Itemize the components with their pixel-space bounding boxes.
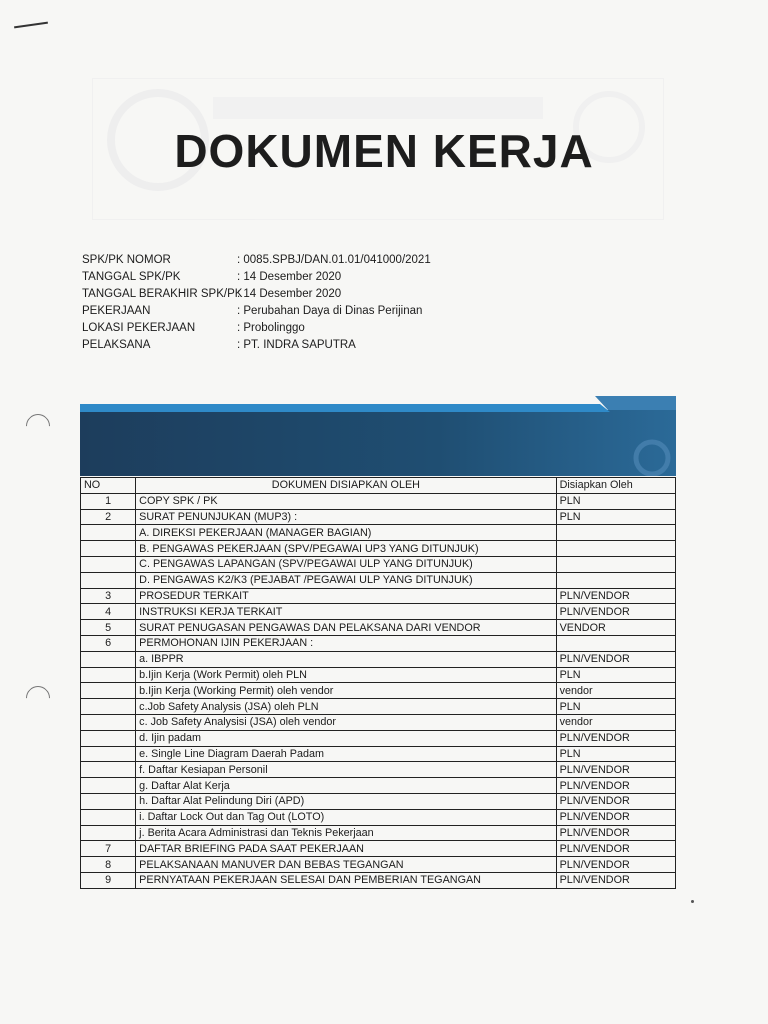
cell-prepared-by: PLN/VENDOR <box>556 604 675 620</box>
cell-no <box>81 778 136 794</box>
cell-document: f. Daftar Kesiapan Personil <box>136 762 556 778</box>
cell-no <box>81 730 136 746</box>
cell-no <box>81 556 136 572</box>
meta-row <box>82 252 431 269</box>
cell-no: 8 <box>81 857 136 873</box>
meta-value: : Probolinggo <box>237 322 305 334</box>
cell-document: i. Daftar Lock Out dan Tag Out (LOTO) <box>136 809 556 825</box>
header-no: NO <box>81 478 136 494</box>
cell-prepared-by <box>556 635 675 651</box>
cell-document: SURAT PENUNJUKAN (MUP3) : <box>136 509 556 525</box>
cell-prepared-by: PLN <box>556 699 675 715</box>
table-row <box>81 541 676 557</box>
cell-no <box>81 541 136 557</box>
cell-prepared-by: PLN/VENDOR <box>556 793 675 809</box>
cell-document: c. Job Safety Analysisi (JSA) oleh vendor <box>136 714 556 730</box>
cell-document: j. Berita Acara Administrasi dan Teknis Pekerjaan <box>136 825 556 841</box>
cell-prepared-by: VENDOR <box>556 620 675 636</box>
cell-document: D. PENGAWAS K2/K3 (PEJABAT /PEGAWAI ULP YANG DITUNJUK) <box>136 572 556 588</box>
table-row <box>81 493 676 509</box>
meta-row <box>82 303 431 320</box>
meta-value: : PT. INDRA SAPUTRA <box>237 339 356 351</box>
cell-prepared-by: PLN/VENDOR <box>556 588 675 604</box>
meta-label: PEKERJAAN <box>82 305 151 317</box>
cell-no <box>81 667 136 683</box>
meta-row <box>82 320 431 337</box>
table-row <box>81 525 676 541</box>
cell-document: h. Daftar Alat Pelindung Diri (APD) <box>136 793 556 809</box>
cell-no: 6 <box>81 635 136 651</box>
cell-no: 2 <box>81 509 136 525</box>
cell-no: 3 <box>81 588 136 604</box>
cell-prepared-by: PLN/VENDOR <box>556 730 675 746</box>
cell-no <box>81 762 136 778</box>
table-row <box>81 809 676 825</box>
cell-document: PROSEDUR TERKAIT <box>136 588 556 604</box>
cell-document: b.Ijin Kerja (Working Permit) oleh vendor <box>136 683 556 699</box>
table-row <box>81 793 676 809</box>
cell-document: INSTRUKSI KERJA TERKAIT <box>136 604 556 620</box>
cell-prepared-by <box>556 572 675 588</box>
table-row <box>81 683 676 699</box>
meta-value: : 0085.SPBJ/DAN.01.01/041000/2021 <box>237 254 431 266</box>
page-title: DOKUMEN KERJA <box>174 125 594 177</box>
cell-document: C. PENGAWAS LAPANGAN (SPV/PEGAWAI ULP YANG DITUNJUK) <box>136 556 556 572</box>
table-row <box>81 556 676 572</box>
cell-prepared-by: PLN/VENDOR <box>556 762 675 778</box>
cell-document: PELAKSANAAN MANUVER DAN BEBAS TEGANGAN <box>136 857 556 873</box>
cell-document: b.Ijin Kerja (Work Permit) oleh PLN <box>136 667 556 683</box>
table-row <box>81 509 676 525</box>
meta-row <box>82 337 431 354</box>
cell-prepared-by: PLN/VENDOR <box>556 778 675 794</box>
meta-value: : 14 Desember 2020 <box>237 271 342 283</box>
cell-document: g. Daftar Alat Kerja <box>136 778 556 794</box>
cell-document: DAFTAR BRIEFING PADA SAAT PEKERJAAN <box>136 841 556 857</box>
cell-no <box>81 525 136 541</box>
cell-prepared-by: PLN/VENDOR <box>556 841 675 857</box>
cell-no <box>81 714 136 730</box>
table-row <box>81 667 676 683</box>
cell-no <box>81 651 136 667</box>
meta-value: : 14 Desember 2020 <box>237 288 342 300</box>
cell-no: 5 <box>81 620 136 636</box>
meta-label: LOKASI PEKERJAAN <box>82 322 196 334</box>
cell-document: PERNYATAAN PEKERJAAN SELESAI DAN PEMBERIAN TEGANGAN <box>136 872 556 888</box>
pen-mark <box>14 22 48 29</box>
table-row <box>81 857 676 873</box>
cell-no: 4 <box>81 604 136 620</box>
meta-label: PELAKSANA <box>82 339 151 351</box>
cell-prepared-by: PLN/VENDOR <box>556 651 675 667</box>
cell-no <box>81 793 136 809</box>
table-row <box>81 714 676 730</box>
meta-label: SPK/PK NOMOR <box>82 254 171 266</box>
header-document: DOKUMEN DISIAPKAN OLEH <box>136 478 556 494</box>
cell-document: A. DIREKSI PEKERJAAN (MANAGER BAGIAN) <box>136 525 556 541</box>
document-metadata <box>82 252 431 354</box>
meta-label: TANGGAL BERAKHIR SPK/PK <box>82 288 243 300</box>
cell-document: d. Ijin padam <box>136 730 556 746</box>
table-row <box>81 746 676 762</box>
scan-speck <box>691 900 694 903</box>
cell-prepared-by: vendor <box>556 683 675 699</box>
cell-prepared-by: PLN/VENDOR <box>556 809 675 825</box>
cell-no <box>81 809 136 825</box>
cell-document: a. IBPPR <box>136 651 556 667</box>
table-row <box>81 778 676 794</box>
ghost-company-name <box>213 97 543 119</box>
header-prepared-by: Disiapkan Oleh <box>556 478 675 494</box>
cell-prepared-by: PLN <box>556 493 675 509</box>
table-row <box>81 825 676 841</box>
cell-prepared-by: PLN/VENDOR <box>556 872 675 888</box>
document-table <box>80 477 676 889</box>
cell-prepared-by <box>556 541 675 557</box>
cell-prepared-by: vendor <box>556 714 675 730</box>
table-header-row <box>81 478 676 494</box>
cell-prepared-by <box>556 525 675 541</box>
cell-no: 7 <box>81 841 136 857</box>
punch-hole-top <box>21 409 55 443</box>
table-row <box>81 572 676 588</box>
cell-prepared-by <box>556 556 675 572</box>
cell-document: SURAT PENUGASAN PENGAWAS DAN PELAKSANA DARI VENDOR <box>136 620 556 636</box>
cell-document: COPY SPK / PK <box>136 493 556 509</box>
table-row <box>81 841 676 857</box>
cell-prepared-by: PLN <box>556 667 675 683</box>
cell-no: 1 <box>81 493 136 509</box>
cell-prepared-by: PLN/VENDOR <box>556 857 675 873</box>
meta-row <box>82 269 431 286</box>
meta-label: TANGGAL SPK/PK <box>82 271 181 283</box>
table-row <box>81 620 676 636</box>
table-row <box>81 588 676 604</box>
table-row <box>81 699 676 715</box>
cell-no <box>81 683 136 699</box>
table-row <box>81 604 676 620</box>
cell-no <box>81 825 136 841</box>
table-row <box>81 651 676 667</box>
cell-document: B. PENGAWAS PEKERJAAN (SPV/PEGAWAI UP3 YANG DITUNJUK) <box>136 541 556 557</box>
table-row <box>81 872 676 888</box>
table-row <box>81 730 676 746</box>
table-row <box>81 635 676 651</box>
cell-document: e. Single Line Diagram Daerah Padam <box>136 746 556 762</box>
cell-document: PERMOHONAN IJIN PEKERJAAN : <box>136 635 556 651</box>
cell-prepared-by: PLN/VENDOR <box>556 825 675 841</box>
meta-value: : Perubahan Daya di Dinas Perijinan <box>237 305 423 317</box>
cell-no <box>81 746 136 762</box>
cell-no <box>81 699 136 715</box>
cell-document: c.Job Safety Analysis (JSA) oleh PLN <box>136 699 556 715</box>
cell-no <box>81 572 136 588</box>
cell-prepared-by: PLN <box>556 509 675 525</box>
cell-no: 9 <box>81 872 136 888</box>
meta-row <box>82 286 431 303</box>
punch-hole-bottom <box>21 681 55 715</box>
cell-prepared-by: PLN <box>556 746 675 762</box>
blue-banner <box>80 396 676 476</box>
table-row <box>81 762 676 778</box>
